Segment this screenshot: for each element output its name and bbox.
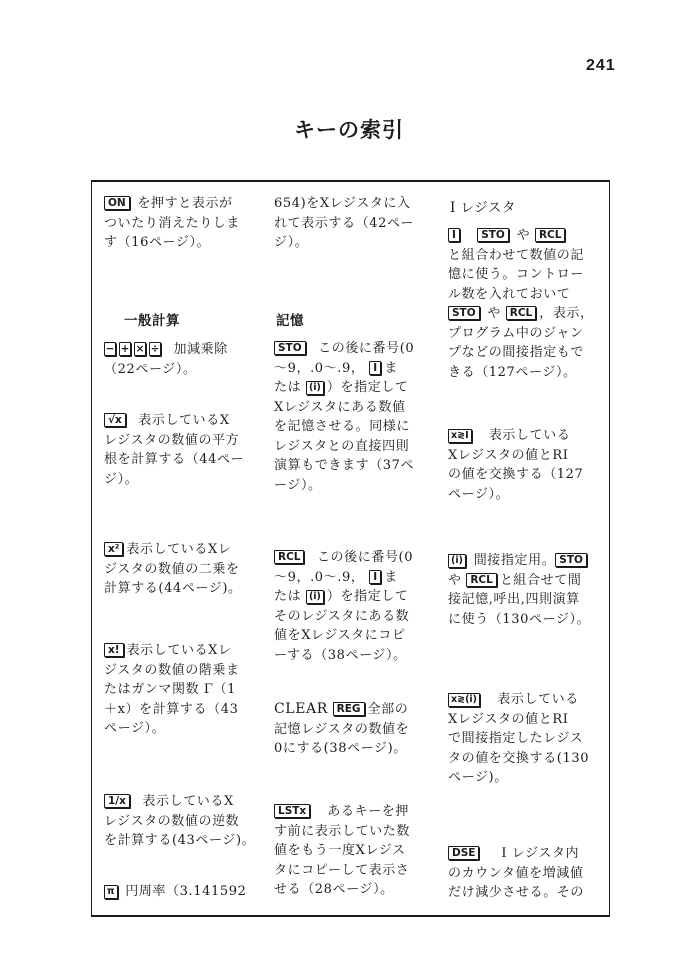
dse-key-icon: DSE (448, 846, 479, 860)
times-key-icon: × (135, 343, 145, 355)
entry-text: レジスタの数値の逆数 (104, 813, 240, 829)
entry-text: や (516, 228, 531, 243)
sto-key-icon: STO (555, 553, 587, 567)
minus-key-icon: − (105, 343, 115, 355)
plus-key-icon: + (120, 343, 130, 355)
rcl-key-icon: RCL (466, 573, 496, 587)
entry-text: を計算する(43ページ)。 (104, 833, 256, 848)
entry-sqrt-key (104, 411, 266, 489)
reg-key-icon: REG (333, 702, 365, 716)
entry-text: に使う（130ページ）。 (448, 611, 591, 627)
entry-text: あるキーを押 (327, 804, 410, 819)
entry-text: Xレジスタの値とRI (448, 447, 569, 463)
entry-dse-key (448, 844, 604, 903)
sqrt-key-icon: √x (104, 413, 126, 427)
entry-text: ）を指定して (326, 589, 409, 604)
rcl-key-icon: RCL (535, 228, 565, 242)
entry-text: 〜9，.0〜.9， (274, 569, 365, 585)
heading-memory: 記憶 (276, 313, 304, 329)
entry-text: きる（127ページ）。 (448, 364, 577, 380)
entry-text: 表示しているXレ (126, 643, 232, 658)
paren-i-key-icon: (i) (306, 381, 324, 395)
entry-text: ページ)。 (448, 770, 508, 785)
entry-text: を記憶させる。同様に (274, 419, 411, 434)
x-squared-key-icon: x² (104, 542, 123, 556)
reciprocal-key-icon: 1/x (104, 794, 130, 808)
sto-key-icon: STO (477, 228, 509, 242)
entry-text: 表示している (488, 428, 571, 443)
entry-text: 全部の (367, 702, 409, 717)
entry-text: で間接指定したレジス (448, 731, 584, 746)
entry-lastx-key (274, 802, 438, 900)
page-title: キーの索引 (294, 118, 404, 142)
entry-text: 加減乗除 (173, 342, 228, 357)
entry-text: す前に表示していた数 (274, 823, 411, 839)
i-key-icon: I (369, 570, 381, 584)
entry-text: を押すと表示が (137, 196, 233, 211)
x-exchange-paren-i-key-icon: x≷(i) (448, 693, 480, 707)
entry-text: 0にする(38ページ)。 (274, 741, 407, 756)
entry-text: 表示しているXレ (126, 542, 232, 557)
rcl-key-icon: RCL (274, 550, 304, 564)
entry-rcl-key (274, 548, 438, 665)
pi-key-icon: π (104, 885, 118, 899)
entry-text: ）を指定して (326, 380, 409, 395)
entry-text: プログラム中のジャン (448, 325, 584, 341)
entry-text: ジスタの数値の二乗を (104, 561, 240, 577)
entry-text: この後に番号(0 (316, 550, 414, 565)
i-key-icon: I (369, 361, 381, 375)
entry-text: 接記憶,呼出,四則演算 (448, 592, 580, 607)
factorial-key-icon: x! (104, 643, 124, 657)
sto-key-icon: STO (448, 306, 480, 320)
entry-text: 記憶レジスタの数値を (274, 721, 410, 737)
entry-text: ジ）。 (104, 471, 139, 487)
entry-paren-i-key (448, 551, 604, 629)
entry-text: ージ）。 (274, 477, 322, 493)
divide-key-icon: ÷ (150, 343, 160, 355)
entry-text: のカウンタ値を増減値 (448, 865, 584, 881)
entry-text: ついたり消えたりしま (104, 215, 241, 231)
entry-text: Xレジスタの値とRI (448, 711, 569, 727)
lastx-key-icon: LSTx (274, 804, 310, 818)
rcl-key-icon: RCL (506, 306, 536, 320)
entry-text: レジスタの数値の平方 (104, 432, 240, 448)
entry-text: 表示しているX (142, 794, 234, 809)
entry-text: 演算もできます（37ペ (274, 458, 415, 473)
page-number: 241 (586, 57, 616, 74)
entry-text: ま (384, 360, 398, 376)
entry-text: ジスタの数値の階乗ま (104, 662, 240, 678)
heading-i-register: I レジスタ (450, 200, 516, 216)
entry-text: 計算する(44ページ)。 (104, 581, 242, 596)
entry-text: ーする（38ページ）。 (274, 647, 407, 663)
entry-reciprocal-key (104, 792, 266, 851)
entry-text: の値を交換する（127 (448, 467, 584, 482)
entry-text: ジ）。 (274, 235, 309, 250)
clear-label: CLEAR (274, 701, 328, 717)
entry-text: レジスタとの直接四則 (274, 438, 410, 454)
entry-text: ま (384, 569, 398, 585)
x-exchange-i-key-icon: x≷I (448, 429, 472, 443)
entry-x-exchange-i-key (448, 426, 604, 504)
entry-text: タにコピーして表示さ (274, 862, 410, 878)
entry-factorial-key (104, 641, 266, 739)
entry-text: と組合わせて数値の記 (448, 247, 585, 263)
entry-text: たは (274, 589, 302, 604)
entry-text: そのレジスタにある数 (274, 608, 410, 624)
entry-text: 〜9，.0〜.9， (274, 360, 365, 376)
entry-text: 間接指定用。 (473, 553, 556, 568)
entry-x-exchange-paren-i-key (448, 690, 604, 788)
entry-text: ル数を入れておいて (448, 286, 571, 302)
entry-text: この後に番号(0 (318, 341, 415, 356)
entry-text: 憶に使う。コントロー (448, 267, 585, 282)
entry-text: 表示している (497, 692, 579, 707)
entry-text: たはガンマ関数 Γ（1 (104, 682, 237, 697)
entry-pi-key (104, 882, 266, 902)
entry-text: 表示しているX (138, 413, 230, 428)
entry-text: や (487, 306, 501, 321)
entry-text: や (448, 572, 462, 588)
entry-clear-reg-key (274, 700, 438, 759)
paren-i-key-icon: (i) (448, 554, 466, 568)
entry-text: だけ減少させる。その (448, 885, 585, 900)
entry-i-key (448, 226, 604, 382)
entry-pi-continued (274, 194, 438, 253)
entry-text: 根を計算する（44ペー (104, 452, 245, 467)
entry-text: 値をもう一度Xレジス (274, 843, 406, 858)
entry-text: 値をXレジスタにコピ (274, 628, 406, 643)
entry-text: ページ）。 (448, 486, 510, 502)
entry-text: ，表示， (539, 306, 594, 321)
entry-text: ページ）。 (104, 721, 166, 736)
entry-text: （22ページ）。 (104, 361, 197, 377)
entry-text: タの値を交換する(130 (448, 750, 590, 766)
entry-arithmetic-keys (104, 340, 266, 379)
entry-text: ＋x）を計算する（43 (104, 701, 239, 717)
entry-text: 円周率（3.141592 (125, 884, 247, 899)
entry-text: Xレジスタにある数値 (274, 399, 406, 415)
entry-sto-key (274, 339, 438, 495)
paren-i-key-icon: (i) (306, 590, 324, 604)
entry-text: れて表示する（42ペー (274, 215, 415, 231)
sto-key-icon: STO (274, 341, 306, 355)
entry-on-key (104, 194, 266, 253)
heading-general: 一般計算 (124, 313, 180, 329)
entry-x-squared-key (104, 540, 266, 599)
entry-text: 654)をXレジスタに入 (274, 196, 411, 211)
entry-text: プなどの間接指定もで (448, 345, 585, 360)
on-key-icon: ON (104, 196, 130, 210)
entry-text: と組合せて間 (499, 572, 582, 588)
i-key-icon: I (448, 228, 460, 242)
entry-text: せる（28ページ）。 (274, 882, 394, 897)
entry-text: す（16ページ）。 (104, 235, 211, 250)
entry-text: I レジスタ内 (501, 846, 580, 861)
entry-text: たは (274, 380, 302, 395)
